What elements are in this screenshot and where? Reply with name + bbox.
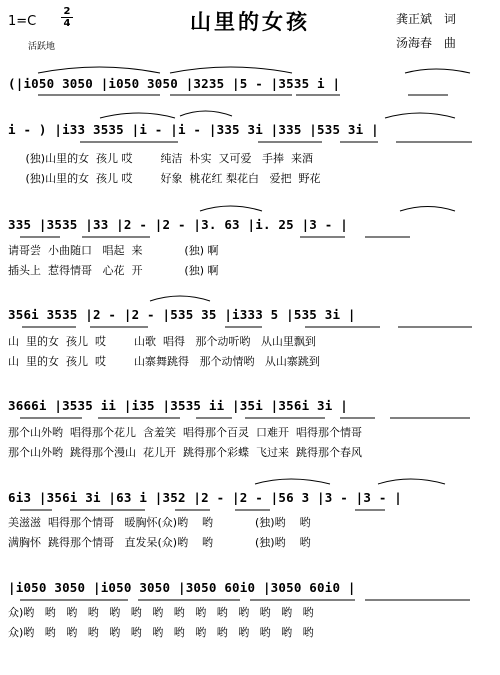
- system-7-lyric-verse-2: 众)哟 哟 哟 哟 哟 哟 哟 哟 哟 哟 哟 哟 哟 哟: [8, 626, 314, 639]
- tie-mark: [200, 206, 262, 211]
- time-signature-bottom: 4: [63, 18, 71, 29]
- time-signature-top: 2: [63, 6, 71, 17]
- system-4-lyric-verse-2: 山 里的女 孩儿 哎 山寨舞跳得 那个动情哟 从山寨跳到: [8, 355, 320, 368]
- system-5-lyric-verse-1: 那个山外哟 唱得那个花儿 含羞笑 唱得那个百灵 口难开 唱得那个情哥: [8, 426, 362, 439]
- tie-mark: [180, 111, 232, 116]
- key-signature: 1=C: [8, 14, 37, 29]
- slur-mark: [400, 207, 455, 212]
- lyricist-name: 龚正斌: [396, 12, 433, 26]
- slur-mark: [405, 69, 470, 73]
- tempo-style-mark: 活跃地: [28, 42, 56, 52]
- composer-name: 汤海春: [396, 36, 433, 50]
- system-7-notes: |i050 3050 |i050 3050 |3050 60i0 |3050 60i0 |: [8, 580, 356, 595]
- song-title: 山里的女孩: [190, 10, 310, 34]
- system-6-notes: 6i3 |356i 3i |63 i |352 |2 - |2 - |56 3 |3 - |3 - |: [8, 490, 403, 505]
- system-5-notes: 3666i |3535 ii |i35 |3535 ii |35i |356i 3i |: [8, 398, 348, 413]
- system-1-notes: (|i050 3050 |i050 3050 |3235 |5 - |3535 i |: [8, 76, 341, 91]
- system-3-notes: 335 |3535 |33 |2 - |2 - |3. 63 |i. 25 |3 - |: [8, 217, 348, 232]
- system-3-lyric-verse-2: 插头上 惹得情哥 心花 开 (独) 啊: [8, 264, 219, 277]
- slur-mark: [385, 113, 455, 118]
- system-4-notes: 356i 3535 |2 - |2 - |535 35 |i333 5 |535 3i |: [8, 307, 356, 322]
- system-4-lyric-verse-1: 山 里的女 孩儿 哎 山歌 唱得 那个动听哟 从山里飘到: [8, 335, 316, 348]
- tie-mark: [255, 479, 330, 484]
- system-7-lyric-verse-1: 众)哟 哟 哟 哟 哟 哟 哟 哟 哟 哟 哟 哟 哟 哟: [8, 606, 314, 619]
- time-signature: [59, 6, 75, 29]
- lyricist-credit: [396, 10, 456, 27]
- composer-credit: [396, 34, 456, 51]
- slur-mark: [38, 67, 160, 73]
- slur-mark: [100, 113, 175, 118]
- system-6-lyric-verse-2: 满胸怀 跳得那个情哥 直发呆(众)哟 哟 (独)哟 哟: [8, 536, 311, 549]
- system-6-lyric-verse-1: 美滋滋 唱得那个情哥 暖胸怀(众)哟 哟 (独)哟 哟: [8, 516, 311, 529]
- system-2-notes: i - ) |i33 3535 |i - |i - |335 3i |335 |535 3i |: [8, 122, 379, 137]
- system-5-lyric-verse-2: 那个山外哟 跳得那个漫山 花儿开 跳得那个彩蝶 飞过来 跳得那个春风: [8, 446, 362, 459]
- system-2-lyric-verse-2: (独)山里的女 孩儿 哎 好象 桃花红 梨花白 爱把 野花: [8, 172, 321, 185]
- lyricist-role: 词: [443, 12, 456, 26]
- slur-mark: [170, 67, 292, 73]
- system-2-lyric-verse-1: (独)山里的女 孩儿 哎 纯洁 朴实 又可爱 手捧 来酒: [8, 152, 313, 165]
- system-3-lyric-verse-1: 请哥尝 小曲随口 唱起 来 (独) 啊: [8, 244, 219, 257]
- tie-mark: [150, 296, 210, 301]
- composer-role: 曲: [443, 36, 456, 50]
- tie-mark: [378, 479, 445, 484]
